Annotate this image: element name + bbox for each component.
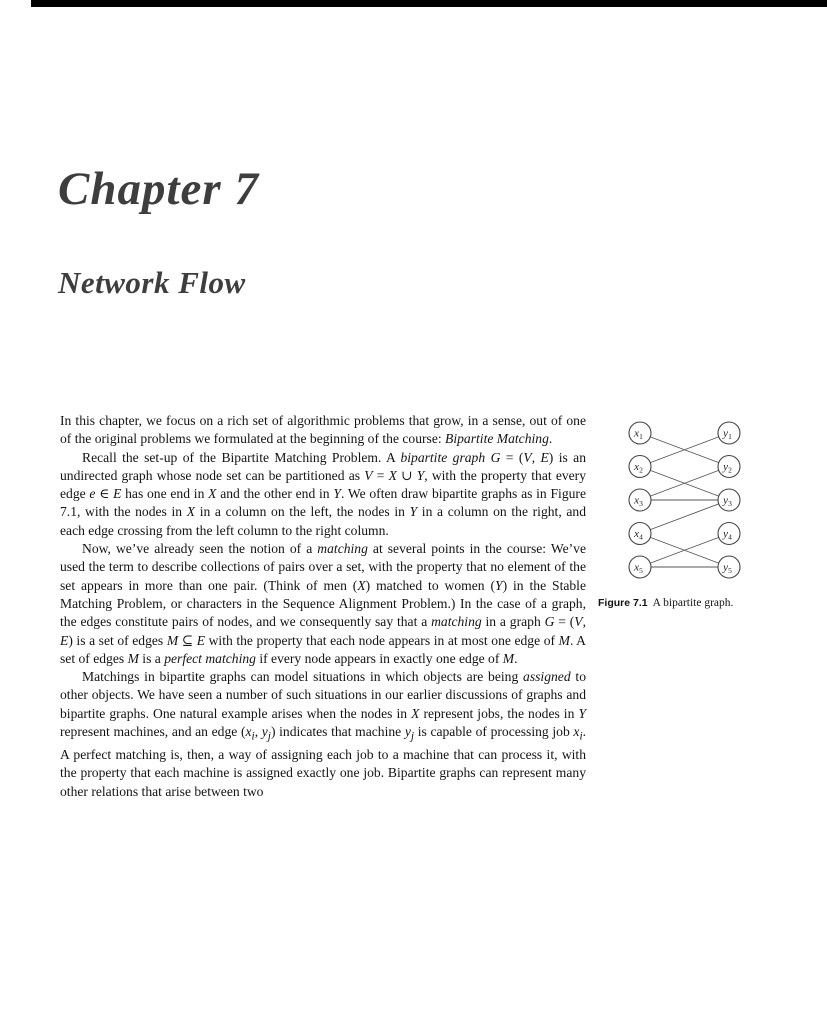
- graph-node-label: $y_1$: [723, 427, 732, 441]
- page-top-rule: [31, 0, 827, 7]
- paragraph: In this chapter, we focus on a rich set of algorithmic problems that grow, in a sense, out of one of the original problems we formulated at the beginning of the course: Bipartite Matching.: [60, 413, 586, 447]
- graph-node-label: $y_3$: [723, 494, 732, 508]
- paragraph: Recall the set-up of the Bipartite Matching Problem. A bipartite graph G = (V, E) is an undirected graph whose node set can be partitioned as V = X ∪ Y, with the property that every edge e ∈ E has one end in X and the other end in Y. We often draw bipartite graphs as in Figure 7.1, with the nodes in X in a column on the left, the nodes in Y in a column on the right, and each edge crossing from the left column to the right column.: [60, 449, 587, 538]
- graph-node-label: $x_2$: [634, 461, 643, 475]
- paragraph: Now, we’ve already seen the notion of a matching at several points in the course: We’ve used the term to describe collections of pairs over a set, with the property that no element of the set appears in more than one pair. (Think of men (X) matched to women (Y) in the Stable Matching Problem, or characters in the Sequence Alignment Problem.) In the case of a graph, the edges constitute pairs of nodes, and we consequently say that a matching in a graph G = (V, E) is a set of edges M ⊆ E with the property that each node appears in at most one edge of M. A set of edges M is a perfect matching if every node appears in exactly one edge of M.: [60, 541, 587, 666]
- graph-node-label: $y_4$: [723, 528, 732, 542]
- graph-node-label: $y_2$: [723, 461, 732, 475]
- figure-caption-text: A bipartite graph.: [652, 597, 734, 609]
- graph-node-label: $x_1$: [634, 427, 643, 441]
- chapter-label: Chapter 7: [58, 163, 259, 215]
- body-text: [60, 412, 586, 801]
- chapter-title: Network Flow: [58, 265, 246, 300]
- graph-node-label: $y_5$: [723, 561, 732, 575]
- figure-7-1: [598, 419, 784, 610]
- figure-caption-label: Figure 7.1: [598, 597, 648, 609]
- bipartite-graph: [598, 419, 748, 581]
- figure-caption: [598, 596, 784, 610]
- paragraph: Matchings in bipartite graphs can model situations in which objects are being assigned to other objects. We have seen a number of such situations in our earlier discussions of graphs and bipartite graphs. One natural example arises when the nodes in X represent jobs, the nodes in Y represent machines, and an edge ($x_i$, $y_j$) indicates that machine $y_j$ is capable of processing job $x_i$. A perfect matching is, then, a way of assigning each job to a machine that can process it, with the property that each machine is assigned exactly one job. Bipartite graphs can represent many other relations that arise between two: [60, 669, 587, 799]
- graph-node-label: $x_3$: [634, 494, 643, 508]
- graph-node-label: $x_4$: [634, 528, 643, 542]
- graph-node-label: $x_5$: [634, 561, 643, 575]
- graph-edge: [640, 500, 729, 534]
